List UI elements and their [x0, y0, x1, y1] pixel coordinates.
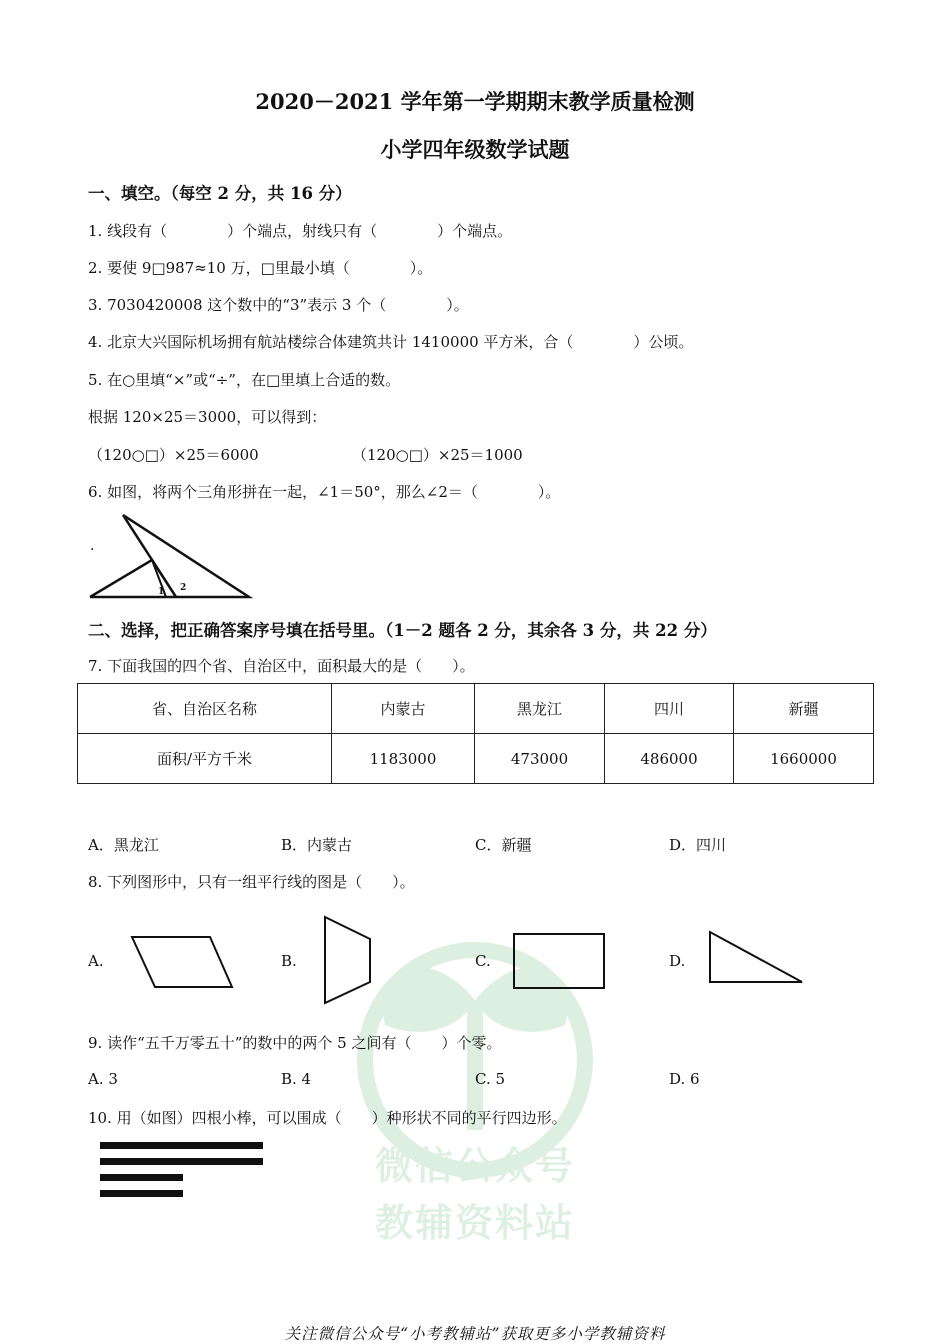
q8-option-b: B.: [281, 952, 297, 970]
question-5-given: 根据 120×25＝3000，可以得到：: [88, 408, 327, 426]
question-6: 6. 如图，将两个三角形拼在一起，∠1＝50°，那么∠2＝（ ）。: [88, 483, 561, 501]
q7-option-c: C．新疆: [475, 836, 532, 854]
q7-option-a: A．黑龙江: [88, 836, 159, 854]
q9-option-d: D. 6: [669, 1070, 700, 1088]
question-5: 5. 在○里填“×”或“÷”，在□里填上合适的数。: [88, 371, 401, 389]
parallelogram-shape: [128, 934, 236, 990]
page-title: 2020－2021 学年第一学期期末教学质量检测: [255, 89, 695, 114]
q9-option-c: C. 5: [475, 1070, 506, 1088]
table-cell: 486000: [605, 734, 734, 784]
watermark-line1: 微信公众号: [374, 1144, 575, 1188]
question-3: 3. 7030420008 这个数中的“3”表示 3 个（ ）。: [88, 296, 469, 314]
angle-1-label: 1: [158, 587, 165, 597]
table-cell: 内蒙古: [332, 684, 475, 734]
question-8: 8. 下列图形中，只有一组平行线的图是（ ）。: [88, 873, 415, 891]
table-cell: 面积/平方千米: [78, 734, 332, 784]
page-subtitle: 小学四年级数学试题: [380, 137, 570, 162]
question-2: 2. 要使 9□987≈10 万，□里最小填（ ）。: [88, 259, 433, 277]
question-4: 4. 北京大兴国际机场拥有航站楼综合体建筑共计 1410000 平方米，合（ ）公顷。: [88, 333, 694, 351]
stick: [100, 1190, 183, 1197]
sticks-figure: [98, 1140, 268, 1204]
question-7: 7. 下面我国的四个省、自治区中，面积最大的是（ ）。: [88, 657, 475, 675]
table-cell: 省、自治区名称: [78, 684, 332, 734]
question-1: 1. 线段有（ ）个端点，射线只有（ ）个端点。: [88, 222, 513, 240]
table-row: [78, 734, 874, 784]
angle-2-label: 2: [180, 583, 187, 593]
table-cell: 四川: [605, 684, 734, 734]
table-cell: 473000: [475, 734, 605, 784]
area-table: [77, 683, 874, 784]
stick: [100, 1174, 183, 1181]
rectangle-shape: [511, 932, 607, 990]
question-5-left: （120○□）×25＝6000: [88, 446, 259, 464]
q9-option-a: A. 3: [88, 1070, 118, 1088]
question-9: 9. 读作“五千万零五十”的数中的两个 5 之间有（ ）个零。: [88, 1034, 502, 1052]
q8-option-a: A.: [88, 952, 104, 970]
table-cell: 1183000: [332, 734, 475, 784]
section2-heading: 二、选择，把正确答案序号填在括号里。（1－2 题各 2 分，其余各 3 分，共 22 分）: [88, 621, 717, 640]
q9-option-b: B. 4: [281, 1070, 312, 1088]
table-header-row: [78, 684, 874, 734]
footer-note: 关注微信公众号“小考教辅站”获取更多小学教辅资料: [284, 1325, 666, 1343]
q7-option-d: D．四川: [669, 836, 727, 854]
question-10: 10. 用（如图）四根小棒，可以围成（ ）种形状不同的平行四边形。: [88, 1109, 567, 1127]
table-cell: 1660000: [734, 734, 874, 784]
stick: [100, 1158, 263, 1165]
watermark-line2: 教辅资料站: [374, 1201, 575, 1245]
q8-option-d: D.: [669, 952, 686, 970]
section1-heading: 一、填空。（每空 2 分，共 16 分）: [88, 184, 352, 203]
trapezoid-shape: [320, 914, 376, 1006]
figure-dot: .: [90, 538, 95, 554]
stick: [100, 1142, 263, 1149]
question-6-figure: [84, 512, 259, 604]
triangle-shape: [706, 929, 806, 987]
table-cell: 黑龙江: [475, 684, 605, 734]
question-5-right: （120○□）×25＝1000: [352, 446, 523, 464]
q8-option-c: C.: [475, 952, 491, 970]
table-cell: 新疆: [734, 684, 874, 734]
q7-option-b: B．内蒙古: [281, 836, 353, 854]
